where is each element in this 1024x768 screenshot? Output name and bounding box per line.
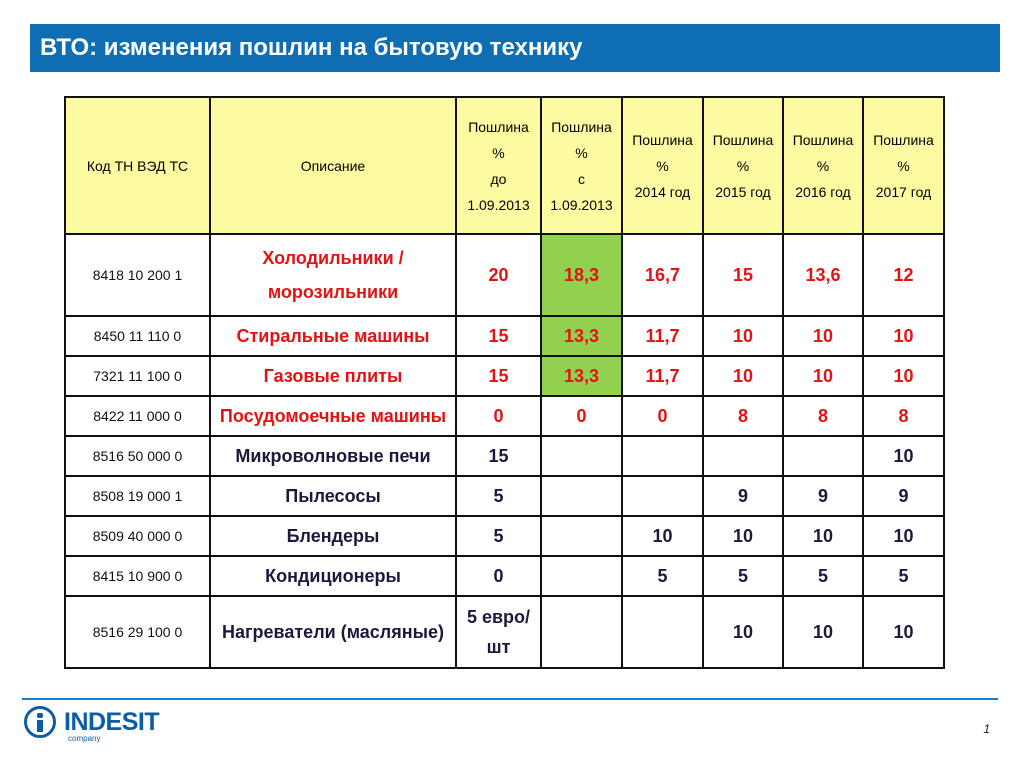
header-line: 2017 год [875, 183, 932, 200]
table-row [65, 476, 944, 516]
description-cell [210, 436, 456, 476]
duty-value-cell: 18,3 [541, 234, 622, 316]
header-line: % [816, 157, 830, 174]
table-row [65, 556, 944, 596]
header-cell [863, 97, 944, 234]
description-cell [210, 356, 456, 396]
header-line: 2015 год [715, 183, 771, 200]
duty-value-cell: 10 [703, 516, 783, 556]
duty-value-cell: 0 [541, 396, 622, 436]
header-line: % [656, 157, 669, 174]
duty-value-cell [541, 556, 622, 596]
duty-value-cell: 16,7 [622, 234, 703, 316]
duty-value-cell: 8 [783, 396, 863, 436]
tariff-code-cell: 7321 11 100 0 [65, 356, 210, 396]
duty-value-cell [541, 596, 622, 668]
duty-value-cell: 5 [783, 556, 863, 596]
header-cell [783, 97, 863, 234]
description-cell [210, 476, 456, 516]
description-line: Нагреватели (масляные) [222, 622, 444, 642]
duty-value-cell [783, 436, 863, 476]
duty-value-cell: 10 [783, 516, 863, 556]
duty-value-cell: 15 [456, 356, 541, 396]
duty-value-cell [541, 436, 622, 476]
duty-value-cell: 10 [703, 356, 783, 396]
indesit-logo-icon [24, 706, 56, 738]
description-line: морозильники [267, 282, 399, 302]
duty-value-cell: 10 [863, 316, 944, 356]
duty-value-cell: 10 [783, 596, 863, 668]
header-cell [456, 97, 541, 234]
description-line: Стиральные машины [236, 326, 430, 346]
header-line: Описание [300, 157, 366, 174]
description-cell [210, 596, 456, 668]
header-line: % [492, 144, 505, 161]
header-line: 1.09.2013 [550, 196, 613, 213]
duty-value-cell: 10 [863, 516, 944, 556]
header-line: Пошлина [468, 118, 529, 135]
table-row [65, 316, 944, 356]
duty-value-cell: 0 [456, 396, 541, 436]
description-cell [210, 234, 456, 316]
header-line: Пошлина [792, 131, 854, 148]
header-line: до [490, 170, 507, 187]
duty-value-cell: 5 [622, 556, 703, 596]
logo-brand-text: INDESIT [64, 708, 160, 736]
description-line: Посудомоечные машины [219, 406, 447, 426]
description-cell [210, 396, 456, 436]
header-line: Код ТН ВЭД ТС [86, 157, 189, 174]
duty-value-cell: 13,3 [541, 356, 622, 396]
duty-value-cell: 10 [783, 316, 863, 356]
duty-value-cell: 8 [863, 396, 944, 436]
duty-value-cell: 5 [456, 476, 541, 516]
table-row [65, 396, 944, 436]
duty-value-cell: 10 [863, 436, 944, 476]
header-line: 2014 год [634, 183, 691, 200]
header-line: 1.09.2013 [467, 196, 530, 213]
description-line: Микроволновые печи [235, 446, 431, 466]
header-line: % [575, 144, 588, 161]
table-row [65, 234, 944, 316]
description-cell [210, 556, 456, 596]
duty-value-cell: 8 [703, 396, 783, 436]
duty-value-cell: 13,6 [783, 234, 863, 316]
tariff-code-cell: 8509 40 000 0 [65, 516, 210, 556]
duty-value-cell: 15 [703, 234, 783, 316]
duty-value-cell: 10 [863, 356, 944, 396]
duty-value-cell: 0 [622, 396, 703, 436]
table-row [65, 516, 944, 556]
header-line: % [897, 157, 910, 174]
tariff-code-cell: 8418 10 200 1 [65, 234, 210, 316]
duty-value-cell: 13,3 [541, 316, 622, 356]
tariff-code-cell: 8516 50 000 0 [65, 436, 210, 476]
slide-title: ВТО: изменения пошлин на бытовую технику [30, 24, 1000, 72]
duties-table [64, 96, 945, 669]
duty-value-cell: 9 [863, 476, 944, 516]
header-line: Пошлина [873, 131, 934, 148]
duty-value-cell: 0 [456, 556, 541, 596]
description-line: Холодильники / [262, 248, 404, 268]
duty-value-cell [622, 436, 703, 476]
tariff-code-cell: 8516 29 100 0 [65, 596, 210, 668]
duty-value-cell: 9 [703, 476, 783, 516]
header-line: Пошлина [551, 118, 612, 135]
duty-value-cell: 9 [783, 476, 863, 516]
duty-value-cell: 5 евро/ шт [456, 596, 541, 668]
duty-value-cell [541, 516, 622, 556]
header-line: с [578, 170, 585, 187]
table-row [65, 436, 944, 476]
header-line: % [736, 157, 750, 174]
page-number: 1 [983, 722, 990, 736]
description-cell [210, 516, 456, 556]
description-line: Газовые плиты [263, 366, 403, 386]
tariff-code-cell: 8415 10 900 0 [65, 556, 210, 596]
header-cell [65, 97, 210, 234]
duty-value-cell [703, 436, 783, 476]
duty-value-cell: 5 [703, 556, 783, 596]
duty-value-cell: 5 [863, 556, 944, 596]
header-line: Пошлина [632, 131, 693, 148]
header-line: Пошлина [712, 131, 774, 148]
duty-value-cell: 5 [456, 516, 541, 556]
table-row [65, 356, 944, 396]
duty-value-cell: 10 [703, 596, 783, 668]
header-line: 2016 год [795, 183, 851, 200]
duty-value-cell [622, 476, 703, 516]
description-line: Кондиционеры [265, 566, 401, 586]
duty-value-cell: 10 [622, 516, 703, 556]
duty-value-cell: 15 [456, 436, 541, 476]
logo-sub-text: company [68, 734, 101, 743]
duty-value-cell: 10 [703, 316, 783, 356]
duty-value-cell: 10 [783, 356, 863, 396]
description-line: Пылесосы [285, 486, 381, 506]
duty-value-cell: 11,7 [622, 316, 703, 356]
tariff-code-cell: 8450 11 110 0 [65, 316, 210, 356]
duty-value-cell: 10 [863, 596, 944, 668]
header-cell [210, 97, 456, 234]
description-cell [210, 316, 456, 356]
duty-value-cell: 12 [863, 234, 944, 316]
tariff-code-cell: 8508 19 000 1 [65, 476, 210, 516]
header-cell [622, 97, 703, 234]
duty-value-cell: 15 [456, 316, 541, 356]
header-cell [703, 97, 783, 234]
indesit-logo [24, 706, 194, 746]
duty-value-cell: 20 [456, 234, 541, 316]
header-cell [541, 97, 622, 234]
duty-value-cell [622, 596, 703, 668]
duty-value-cell [541, 476, 622, 516]
footer-divider [22, 698, 998, 700]
tariff-code-cell: 8422 11 000 0 [65, 396, 210, 436]
duty-value-cell: 11,7 [622, 356, 703, 396]
table-header-row [65, 97, 944, 234]
table-row [65, 596, 944, 668]
description-line: Блендеры [286, 526, 380, 546]
